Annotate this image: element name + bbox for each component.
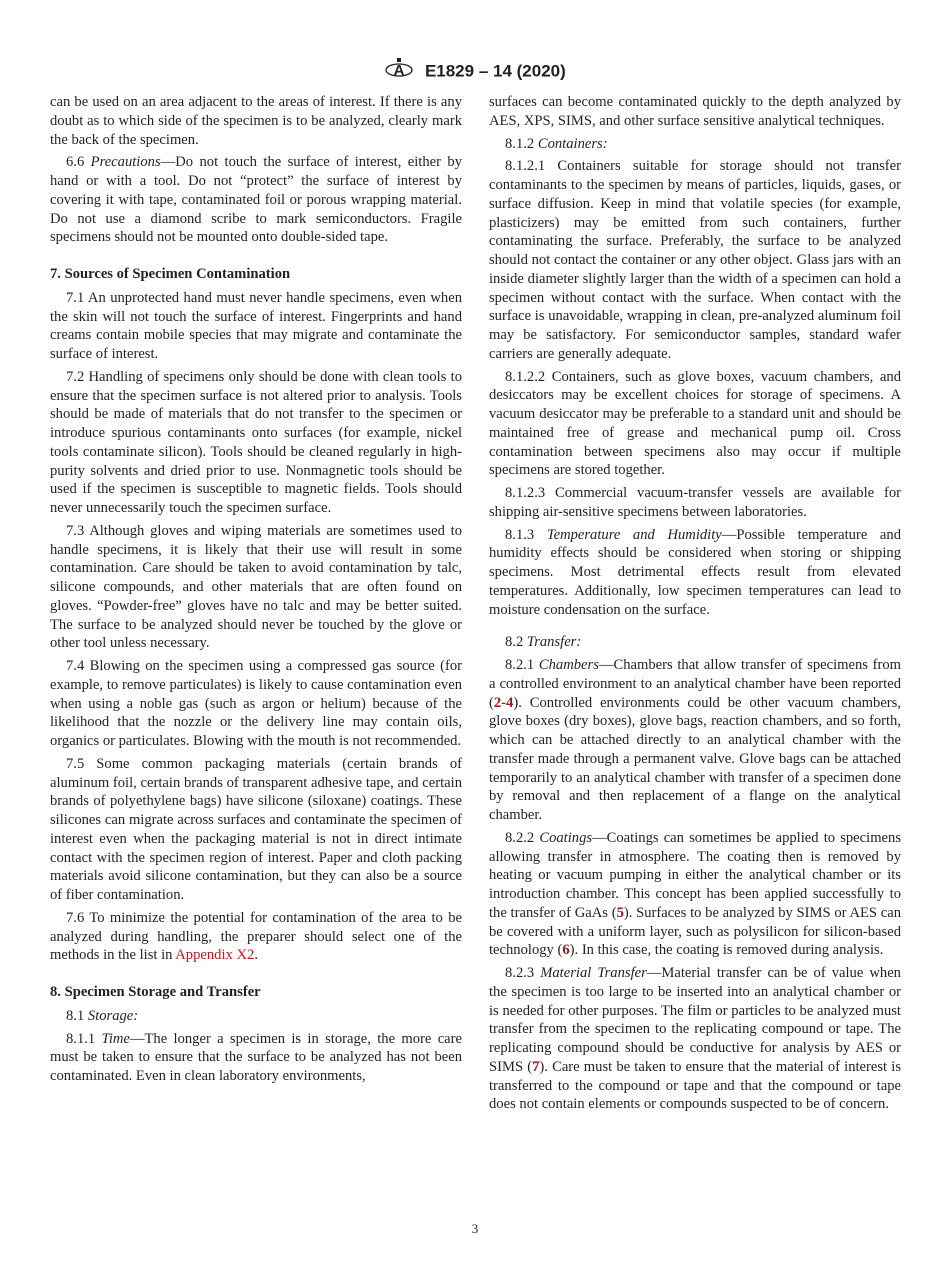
paragraph-8-2-2: 8.2.2 Coatings—Coatings can sometimes be applied to specimens allowing transfer in atmosphere. The coating then is removed by heating or vacuum pumping in either the analytical chamber or its introduction chamber. This concept has been applied successfully to the transfer of GaAs (5). Surfaces to be analyzed by SIMS or AES can be covered with a uniform layer, such as polysilicon for silicon-based technology (6). In this case, the coating is removed during analysis. [489,829,901,959]
svg-text:A: A [393,62,405,79]
astm-logo-icon [384,56,414,87]
paragraph-7-4: 7.4 Blowing on the specimen using a compressed gas source (for example, to remove particulates) is likely to cause contamination even when using a noble gas (such as argon or helium) because of the likelihood that the nozzle or the delivery line may contain oils, organics or particulates. Blowing with the mouth is not recommended. [50,658,462,749]
paragraph-7-1: 7.1 An unprotected hand must never handle specimens, even when the skin will not touch the surface of interest. Fingerprints and hand creams contain mobile species that may migrate and contaminate the surface of interest. [50,289,462,362]
page-header [0,56,950,87]
paragraph-8-1-2: 8.1.2 Containers: [505,135,608,152]
document-designation: E1829 – 14 (2020) [424,61,566,81]
paragraph-8-1-1: 8.1.1 Time—The longer a specimen is in storage, the more care must be taken to ensure that the surface to be analyzed has not been contaminated. Even in clean laboratory environments, [50,1030,462,1084]
paragraph-7-3: 7.3 Although gloves and wiping materials are sometimes used to handle specimens, it is likely that their use will result in some contamination. Care should be taken to avoid contamination by talc, silicone compounds, and other materials that are often found on gloves. “Powder-free” gloves have no talc and may be better suited. The surface to be analyzed should never be touched by the glove or other tool unless necessary. [50,522,462,652]
paragraph-8-1-2-1: 8.1.2.1 Containers suitable for storage should not transfer contaminants to the specimen by means of particles, liquids, gases, or surface diffusion. Keep in mind that volatile species (for example, plasticizers) may be emitted from such containers, further contaminating the surface. Preferably, the surface to be analyzed should not contact the container or any other object. Glass jars with an inside diameter slightly larger than the width of a specimen can hold a specimen without contact with the surface. When contact with the surface is unavoidable, wrapping in clean, pre-analyzed aluminum foil may be satisfactory. For semiconductor samples, standard wafer carriers are generally adequate. [489,158,901,362]
paragraph-7-2: 7.2 Handling of specimens only should be done with clean tools to ensure that the specimen surface is not altered prior to analysis. Tools should be made of materials that do not transfer to the specimen or introduce spurious contaminants onto surfaces (for example, nickel tools contaminate silicon). Tools should be cleaned regularly in high-purity solvents and dried prior to use. Nonmagnetic tools should be used if the specimen is susceptible to magnetic fields. Tools should never unnecessarily touch the specimen surface. [50,368,462,516]
paragraph-8-2: 8.2 Transfer: [505,634,582,651]
paragraph: surfaces can become contaminated quickly to the depth analyzed by AES, XPS, SIMS, and other surface sensitive analytical techniques. [489,94,901,129]
left-column [50,93,462,1090]
section-heading-7: 7. Sources of Specimen Contamination [50,266,291,282]
reference-link[interactable]: 5 [616,904,624,921]
paragraph-8-2-1: 8.2.1 Chambers—Chambers that allow transfer of specimens from a controlled environment to an analytical chamber have been reported (2-4). Controlled environments could be other vacuum chambers, glove boxes (dry boxes), glove bags, reaction chambers, and so forth, which can be attached directly to an analytical chamber with the transfer made through a permanent valve. Glove bags can be attached temporarily to an analytical chamber with transfer of a specimen done by removal and then replacement of a flange on the analytical chamber. [489,657,901,823]
paragraph-8-1: 8.1 Storage: [66,1007,139,1024]
reference-link[interactable]: 2-4 [493,694,514,711]
page-number: 3 [471,1221,479,1236]
right-column [489,93,901,1118]
paragraph-7-6: 7.6 To minimize the potential for contamination of the area to be analyzed during handling, the preparer should select one of the methods in the list in Appendix X2. [50,909,462,964]
appendix-x2-link[interactable]: Appendix X2 [175,947,255,964]
paragraph-6-6: 6.6 Precautions—Do not touch the surface of interest, either by hand or with a tool. Do not “protect” the surface of interest by covering it with tape, contaminated foil or porous wrapping material. Do not use a diamond scribe to mark semiconductors. Fragile specimens should not be mounted onto double-sided tape. [50,154,462,246]
reference-link[interactable]: 7 [532,1058,540,1075]
paragraph-8-1-3: 8.1.3 Temperature and Humidity—Possible temperature and humidity effects should be considered when storing or shipping specimens. Most detrimental effects result from elevated temperatures. Additionally, low specimen temperatures can lead to moisture condensation on the surface. [489,526,901,618]
paragraph: can be used on an area adjacent to the areas of interest. If there is any doubt as to which side of the specimen is to be analyzed, clearly mark the back of the specimen. [50,94,462,148]
paragraph-7-5: 7.5 Some common packaging materials (certain brands of aluminum foil, certain brands of transparent adhesive tape, and certain brands of polyethylene bags) have silicone (siloxane) coatings. These silicones can migrate across surfaces and contaminate the specimen of interest even when the packaging material is not in direct intimate contact with the specimen region of interest. Paper and cloth packing materials avoid silicone contamination, but they can also be a source of fiber contamination. [50,755,462,903]
section-heading-8: 8. Specimen Storage and Transfer [50,984,261,1000]
paragraph-8-2-3: 8.2.3 Material Transfer—Material transfer can be of value when the specimen is too large to be inserted into an analytical chamber or is needed for other purposes. The film or particles to be analyzed must transfer from the specimen to the replicating compound or tape. The replicating compound should be conductive for analysis by AES or SIMS (7). Care must be taken to ensure that the material of interest is transferred to the compound or tape and that the compound or tape does not contain elements or compounds suspected to be of concern. [489,965,902,1113]
reference-link[interactable]: 6 [562,942,570,959]
paragraph-8-1-2-3: 8.1.2.3 Commercial vacuum-transfer vessels are available for shipping air-sensitive specimens between laboratories. [489,485,901,520]
paragraph-8-1-2-2: 8.1.2.2 Containers, such as glove boxes, vacuum chambers, and desiccators may be excellent choices for storage of specimens. A vacuum desiccator may be preferable to a standard unit and should be maintained free of grease and mechanical pump oil. Cross contamination between specimens also may occur if multiple specimens are stored together. [489,368,901,479]
